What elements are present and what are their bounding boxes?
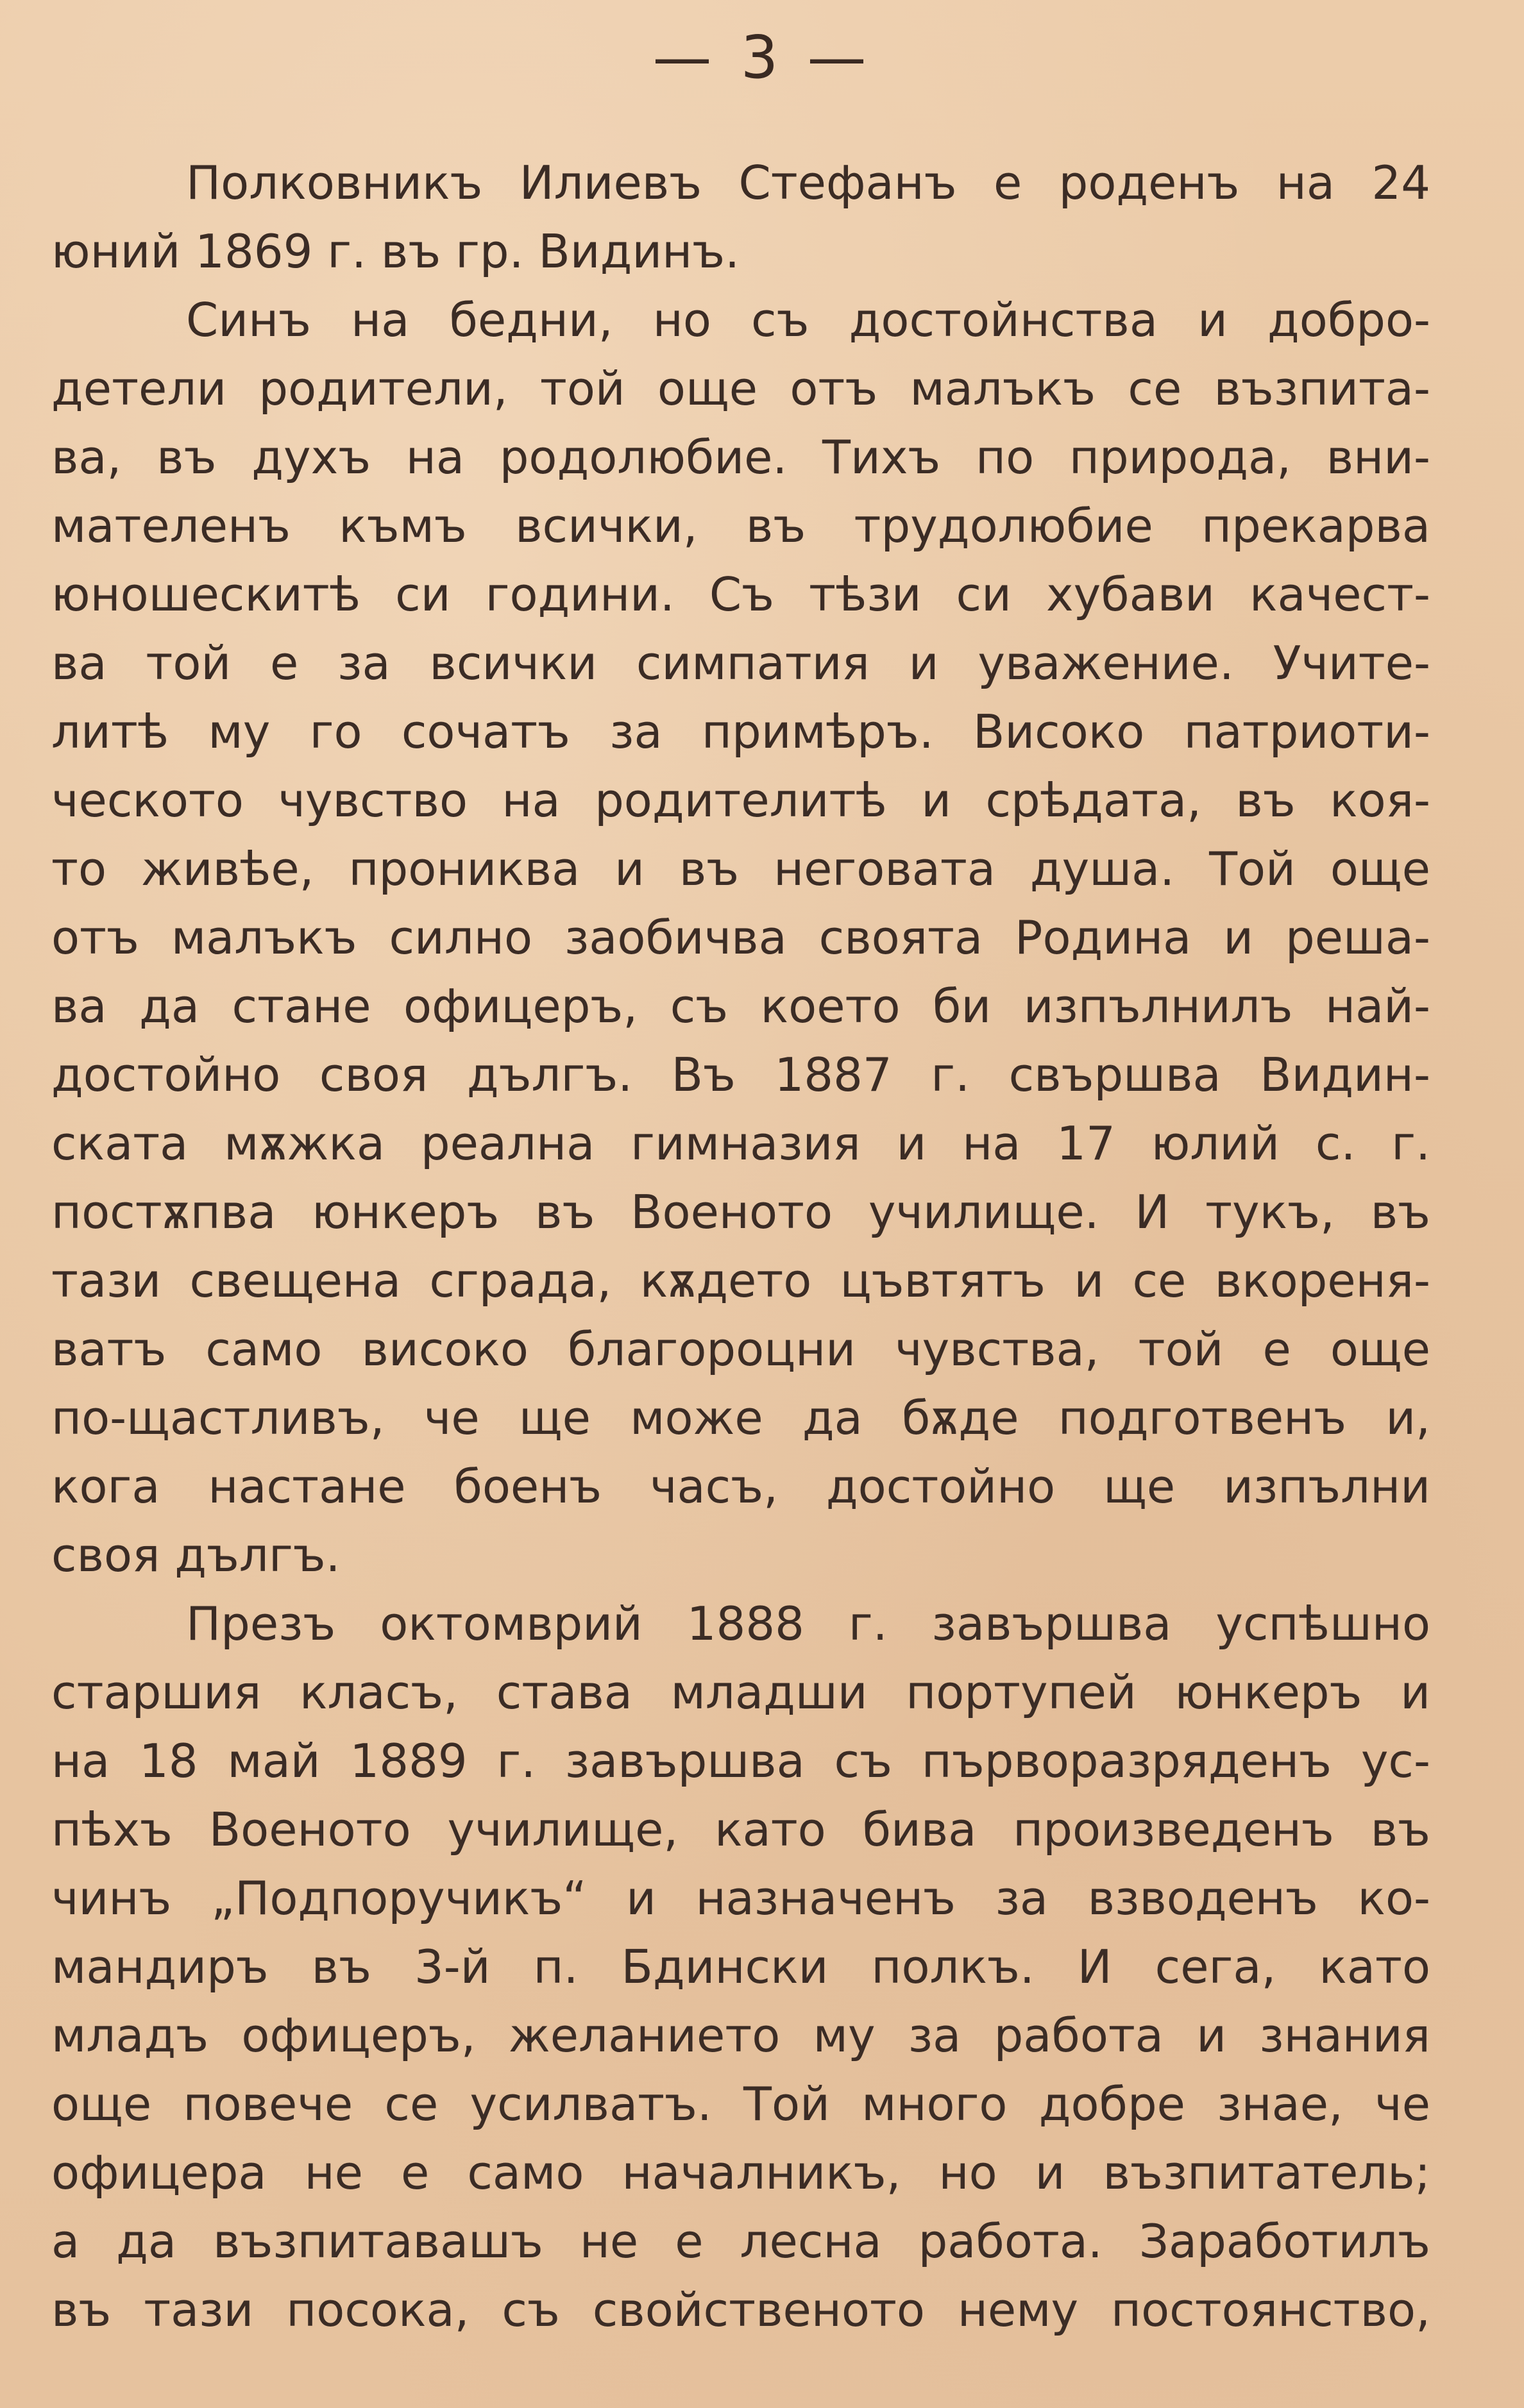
text-line: то живѣе, прониква и въ неговата душа. Той още bbox=[51, 842, 1430, 896]
text-line: юний 1869 г. въ гр. Видинъ. bbox=[51, 224, 740, 278]
text-line: литѣ му го сочатъ за примѣръ. Високо патриоти- bbox=[51, 705, 1430, 759]
text-line: офицера не е само началникъ, но и възпитатель; bbox=[51, 2146, 1430, 2200]
text-line: ва да стане офицеръ, съ което би изпълнилъ най- bbox=[51, 979, 1430, 1033]
text-line: младъ офицеръ, желанието му за работа и знания bbox=[51, 2008, 1430, 2062]
text-line: мателенъ къмъ всички, въ трудолюбие прекарва bbox=[51, 499, 1430, 553]
text-line: а да възпитавашъ не е лесна работа. Заработилъ bbox=[51, 2214, 1430, 2268]
text-line: своя дългъ. bbox=[51, 1528, 341, 1582]
text-line: пѣхъ Военото училище, като бива произведенъ въ bbox=[51, 1803, 1430, 1857]
text-line: ската мѫжка реална гимназия и на 17 юлий с. г. bbox=[51, 1116, 1430, 1170]
text-line: отъ малъкъ силно заобичва своята Родина и реша- bbox=[51, 911, 1430, 964]
text-line: на 18 май 1889 г. завършва съ първоразряденъ ус- bbox=[51, 1734, 1430, 1788]
text-line: чинъ „Подпоручикъ“ и назначенъ за взводенъ ко- bbox=[51, 1871, 1430, 1925]
text-line: мандиръ въ 3-й п. Бдински полкъ. И сега, като bbox=[51, 1940, 1430, 1994]
text-line: ва той е за всички симпатия и уважение. Учите- bbox=[51, 636, 1430, 690]
text-line: достойно своя дългъ. Въ 1887 г. свършва Видин- bbox=[51, 1048, 1430, 1102]
text-line: постѫпва юнкеръ въ Военото училище. И тукъ, въ bbox=[51, 1185, 1430, 1239]
text-line: кога настане боенъ часъ, достойно ще изпълни bbox=[51, 1460, 1430, 1513]
text-line: ва, въ духъ на родолюбие. Тихъ по природа, вни- bbox=[51, 430, 1430, 484]
text-line: още повече се усилватъ. Той много добре знае, че bbox=[51, 2077, 1430, 2131]
text-line: Полковникъ Илиевъ Стефанъ е роденъ на 24 bbox=[186, 156, 1430, 210]
body-text bbox=[51, 149, 1430, 2345]
text-line: по-щастливъ, че ще може да бѫде подготвенъ и, bbox=[51, 1391, 1430, 1445]
text-line: юношескитѣ си години. Съ тѣзи си хубави качест- bbox=[51, 568, 1430, 621]
text-line: детели родители, той още отъ малъкъ се възпита- bbox=[51, 362, 1430, 416]
text-line: тази свещена сграда, кѫдето цъвтятъ и се вкореня- bbox=[51, 1254, 1430, 1308]
text-line: Презъ октомврий 1888 г. завършва успѣшно bbox=[186, 1597, 1430, 1651]
page-number: — 3 — bbox=[652, 23, 872, 92]
text-line: старшия класъ, става младши портупей юнкеръ и bbox=[51, 1665, 1430, 1719]
text-line: ватъ само високо благороцни чувства, той е още bbox=[51, 1322, 1430, 1376]
text-line: въ тази посока, съ свойственото нему постоянство, bbox=[51, 2283, 1430, 2337]
text-line: Синъ на бедни, но съ достойнства и добро- bbox=[186, 293, 1430, 347]
text-line: ческото чувство на родителитѣ и срѣдата, въ коя- bbox=[51, 773, 1430, 827]
